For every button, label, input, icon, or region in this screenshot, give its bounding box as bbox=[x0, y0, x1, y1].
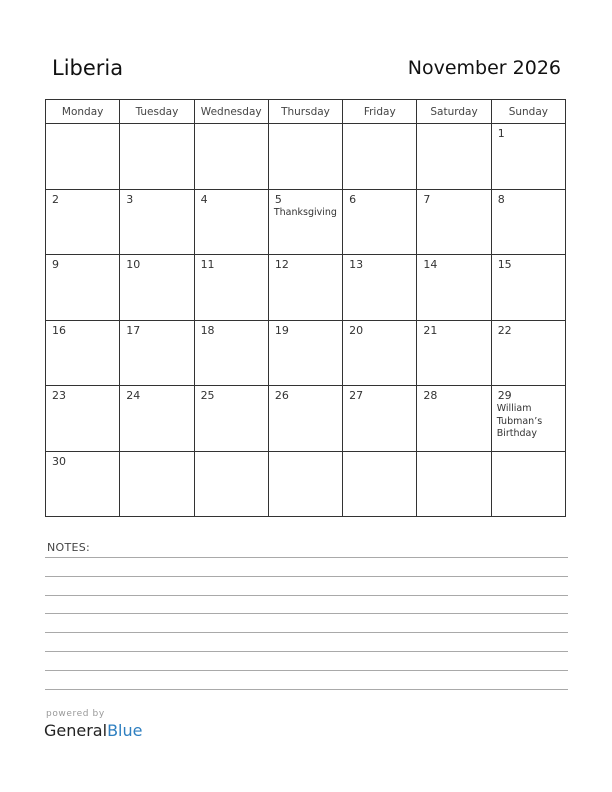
day-number: 22 bbox=[497, 323, 512, 337]
day-number: 8 bbox=[497, 192, 505, 206]
day-cell bbox=[268, 320, 342, 386]
day-cell bbox=[491, 189, 565, 255]
day-number: 18 bbox=[200, 323, 215, 337]
weekday-header: Tuesday bbox=[120, 100, 194, 124]
day-number: 27 bbox=[349, 389, 364, 402]
day-number: 2 bbox=[52, 192, 59, 206]
country-title: Liberia bbox=[52, 56, 124, 80]
day-number: 13 bbox=[349, 258, 364, 271]
day-number: 20 bbox=[349, 323, 364, 337]
day-number bbox=[46, 124, 119, 127]
day-cell bbox=[120, 124, 194, 190]
day-number: 17 bbox=[126, 323, 141, 337]
weekday-header: Monday bbox=[46, 100, 120, 124]
note-line bbox=[45, 595, 568, 596]
day-number: 1 bbox=[497, 127, 505, 140]
day-number: 12 bbox=[274, 258, 289, 271]
day-number: 28 bbox=[423, 389, 438, 402]
day-number bbox=[269, 452, 342, 455]
note-line bbox=[45, 651, 568, 652]
day-number: 26 bbox=[274, 389, 289, 402]
day-number: 6 bbox=[349, 192, 357, 206]
day-number bbox=[343, 452, 416, 455]
holiday-event: Thanksgiving bbox=[273, 206, 337, 218]
note-line bbox=[45, 576, 568, 577]
day-cell bbox=[120, 386, 194, 452]
day-cell bbox=[46, 255, 120, 321]
day-cell bbox=[46, 189, 120, 255]
day-cell bbox=[268, 386, 342, 452]
day-cell bbox=[46, 386, 120, 452]
day-cell bbox=[194, 386, 268, 452]
month-year-title: November 2026 bbox=[407, 57, 561, 79]
day-cell bbox=[343, 255, 417, 321]
day-cell bbox=[343, 320, 417, 386]
day-number: 5 bbox=[274, 192, 282, 206]
day-cell bbox=[120, 451, 194, 517]
day-number: 30 bbox=[52, 454, 66, 468]
day-number: 23 bbox=[52, 389, 66, 402]
day-cell bbox=[343, 451, 417, 517]
note-line bbox=[45, 632, 568, 633]
weekday-header: Thursday bbox=[268, 100, 342, 124]
day-number: 14 bbox=[423, 258, 438, 271]
day-cell bbox=[343, 189, 417, 255]
day-cell bbox=[417, 189, 491, 255]
day-cell bbox=[491, 451, 565, 517]
day-cell bbox=[268, 255, 342, 321]
day-cell bbox=[194, 451, 268, 517]
day-cell bbox=[491, 386, 565, 452]
day-number bbox=[195, 124, 268, 127]
weekday-header: Friday bbox=[343, 100, 417, 124]
day-cell bbox=[417, 451, 491, 517]
day-cell bbox=[417, 386, 491, 452]
day-cell bbox=[194, 255, 268, 321]
day-cell bbox=[46, 320, 120, 386]
day-cell bbox=[46, 451, 120, 517]
day-number bbox=[492, 452, 565, 455]
day-number: 7 bbox=[423, 192, 431, 206]
day-number bbox=[417, 124, 490, 127]
day-cell bbox=[194, 124, 268, 190]
day-cell bbox=[194, 320, 268, 386]
note-line bbox=[45, 613, 568, 614]
day-number: 24 bbox=[126, 389, 141, 402]
day-cell bbox=[417, 320, 491, 386]
day-cell bbox=[343, 124, 417, 190]
brand-logo bbox=[44, 721, 142, 740]
day-cell bbox=[268, 124, 342, 190]
day-cell bbox=[120, 189, 194, 255]
day-cell bbox=[194, 189, 268, 255]
day-number bbox=[120, 452, 193, 455]
holiday-event: William Tubman’s Birthday bbox=[496, 403, 543, 439]
brand-general-text: General bbox=[44, 721, 108, 740]
day-number: 3 bbox=[126, 192, 134, 206]
day-number bbox=[120, 124, 193, 127]
day-cell bbox=[417, 124, 491, 190]
day-cell bbox=[491, 320, 565, 386]
weekday-header: Saturday bbox=[417, 100, 491, 124]
day-number: 15 bbox=[497, 258, 512, 271]
day-cell bbox=[417, 255, 491, 321]
weekday-header: Sunday bbox=[491, 100, 565, 124]
day-cell bbox=[491, 124, 565, 190]
day-cell bbox=[120, 320, 194, 386]
day-number: 11 bbox=[200, 258, 215, 271]
week-row bbox=[46, 255, 566, 321]
week-row bbox=[46, 124, 566, 190]
day-number: 4 bbox=[200, 192, 208, 206]
day-cell bbox=[268, 189, 342, 255]
day-cell bbox=[120, 255, 194, 321]
day-number: 19 bbox=[274, 323, 289, 337]
day-number bbox=[417, 452, 490, 455]
day-cell bbox=[491, 255, 565, 321]
day-cell bbox=[268, 451, 342, 517]
brand-blue-text: Blue bbox=[107, 721, 143, 740]
day-number: 29 bbox=[497, 389, 512, 402]
weekday-header: Wednesday bbox=[194, 100, 268, 124]
day-number: 21 bbox=[423, 323, 438, 337]
day-number: 25 bbox=[200, 389, 215, 402]
day-number bbox=[269, 124, 342, 127]
day-number bbox=[195, 452, 268, 455]
day-number: 16 bbox=[52, 323, 66, 337]
day-cell bbox=[46, 124, 120, 190]
day-cell bbox=[343, 386, 417, 452]
day-number bbox=[343, 124, 416, 127]
powered-by-text: powered by bbox=[46, 709, 105, 719]
day-number: 10 bbox=[126, 258, 141, 271]
week-row bbox=[46, 386, 566, 452]
day-number: 9 bbox=[52, 258, 59, 271]
week-row bbox=[46, 451, 566, 517]
note-line bbox=[45, 689, 568, 690]
calendar-grid bbox=[45, 99, 566, 517]
note-line bbox=[45, 670, 568, 671]
week-row bbox=[46, 320, 566, 386]
weekday-header-row bbox=[46, 100, 566, 124]
note-line bbox=[45, 557, 568, 558]
notes-label: NOTES: bbox=[47, 541, 91, 554]
week-row bbox=[46, 189, 566, 255]
